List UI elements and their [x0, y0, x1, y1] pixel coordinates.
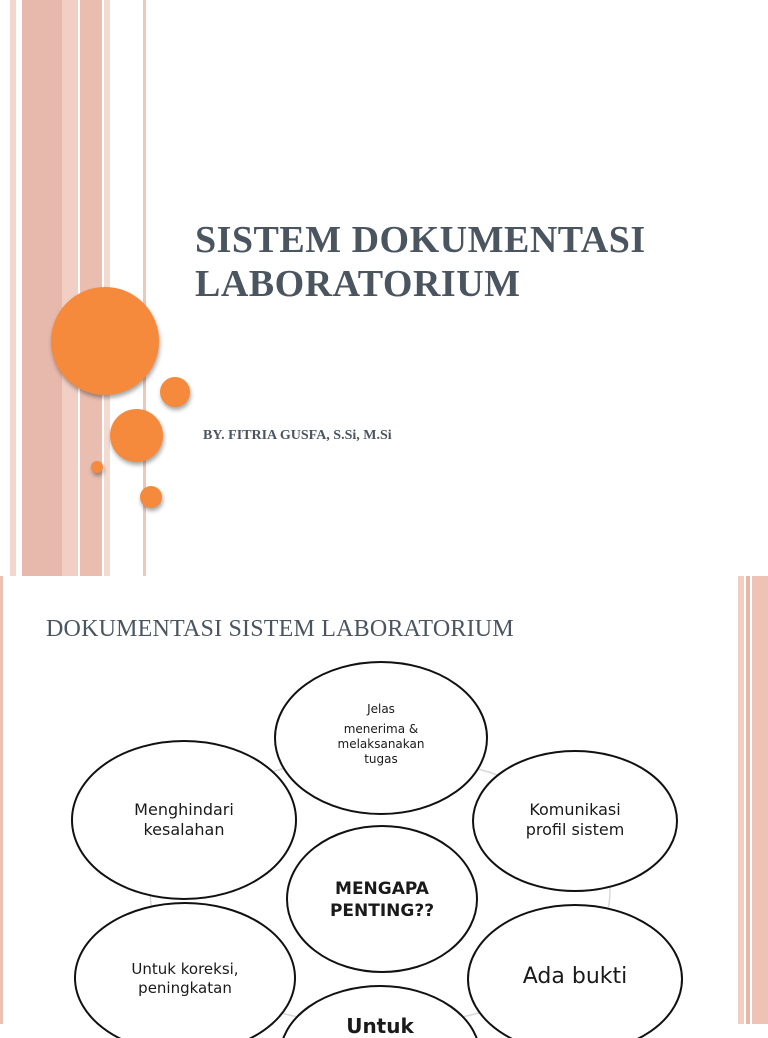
node-right-top-text: Komunikasi profil sistem — [525, 800, 625, 839]
decorative-circle — [110, 409, 163, 462]
node-right-bottom-text: Ada bukti — [522, 964, 628, 989]
decorative-circle — [140, 486, 162, 508]
decorative-circle — [91, 461, 103, 473]
decorative-stripe — [22, 0, 62, 576]
decorative-stripe — [10, 0, 16, 576]
slide-title: DOKUMENTASI SISTEM LABORATORIUM — [46, 616, 514, 642]
node-left-bottom-text: Untuk koreksi, peningkatan — [131, 960, 239, 997]
slide-title-line2: LABORATORIUM — [195, 263, 521, 305]
slide-title-line1: SISTEM DOKUMENTASI — [195, 219, 646, 261]
decorative-circle-large — [51, 287, 159, 395]
author-line: BY. FITRIA GUSFA, S.Si, M.Si — [203, 428, 392, 443]
decorative-stripe — [62, 0, 78, 576]
node-center-text: MENGAPA PENTING?? — [329, 879, 435, 921]
decorative-circle — [160, 377, 190, 407]
node-left-top-text: Menghindari kesalahan — [134, 800, 234, 839]
slide-title — [195, 218, 646, 306]
node-top-text: Jelas menerima & melaksanakan tugas — [337, 702, 425, 766]
content-slide — [0, 576, 768, 1038]
node-bottom-text: Untuk — [346, 1014, 414, 1038]
